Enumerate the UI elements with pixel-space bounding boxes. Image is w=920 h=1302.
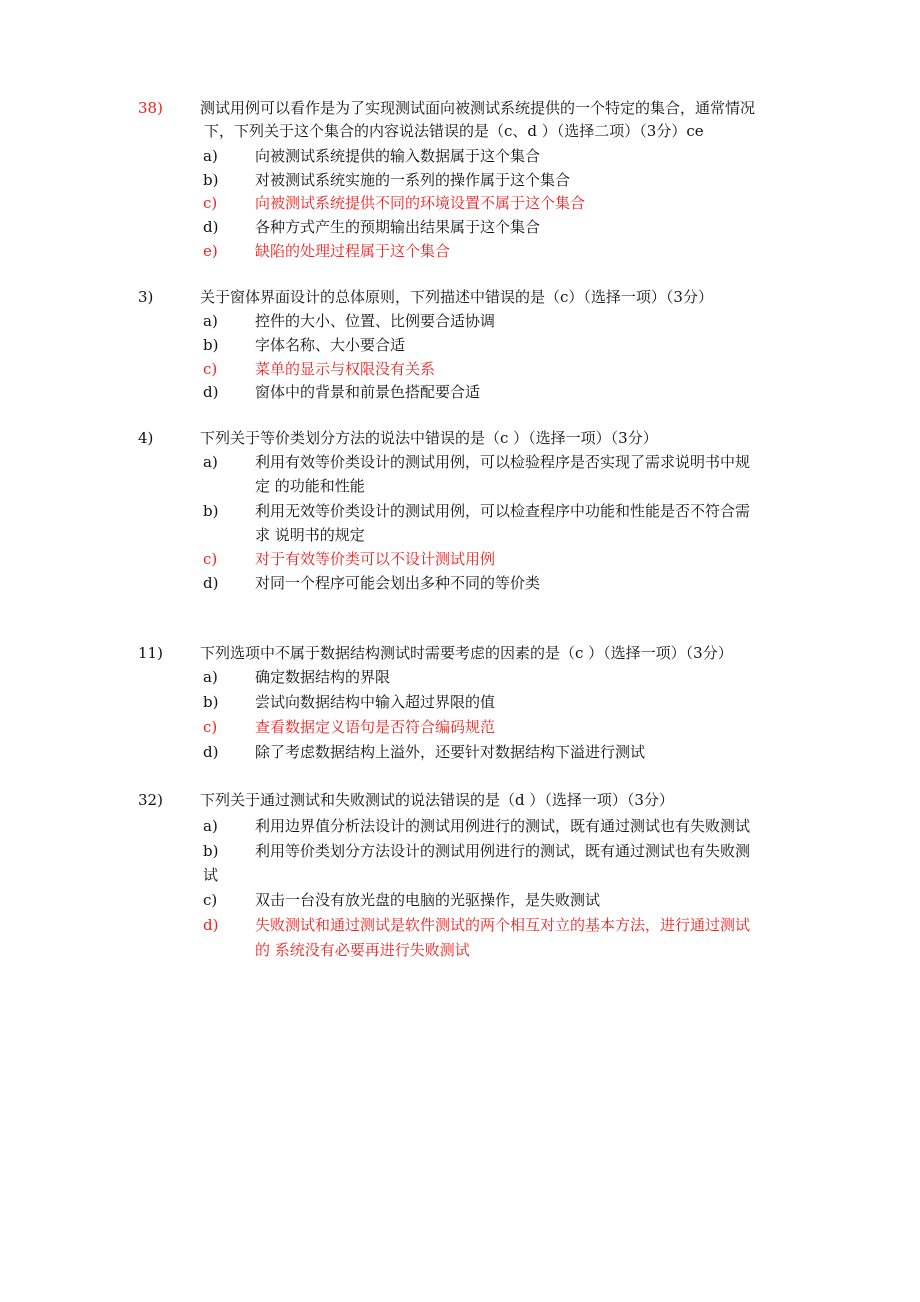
option-text: 各种方式产生的预期输出结果属于这个集合	[255, 218, 541, 236]
option-text: 利用无效等价类设计的测试用例，可以检查程序中功能和性能是否不符合需	[255, 502, 751, 520]
option-label: b)	[203, 336, 219, 354]
option-label: d)	[203, 574, 219, 592]
option-text-answer: 对于有效等价类可以不设计测试用例	[255, 550, 496, 568]
option-text-answer: 向被测试系统提供不同的环境设置不属于这个集合	[255, 194, 586, 212]
option-text: 试	[203, 866, 219, 884]
option-label: c)	[203, 891, 218, 909]
question-number: 32)	[138, 791, 163, 809]
option-label: a)	[203, 817, 218, 835]
option-label: d)	[203, 743, 219, 761]
option-label: c)	[203, 550, 218, 568]
option-label: c)	[203, 360, 218, 378]
option-text: 求 说明书的规定	[255, 526, 365, 544]
option-text-answer: 失败测试和通过测试是软件测试的两个相互对立的基本方法，进行通过测试	[255, 916, 751, 934]
option-label: a)	[203, 453, 218, 471]
option-label: a)	[203, 668, 218, 686]
option-text-answer: 菜单的显示与权限没有关系	[255, 360, 436, 378]
option-text: 尝试向数据结构中输入超过界限的值	[255, 693, 496, 711]
question-stem: 下列关于等价类划分方法的说法中错误的是（c ）（选择一项）（3分）	[200, 429, 658, 447]
question-stem: 下列关于通过测试和失败测试的说法错误的是（d ）（选择一项）（3分）	[200, 791, 674, 809]
option-label: b)	[203, 502, 219, 520]
question-number: 4)	[138, 429, 154, 447]
option-text: 字体名称、大小要合适	[255, 336, 406, 354]
question-number: 11)	[138, 644, 163, 662]
question-stem: 关于窗体界面设计的总体原则，下列描述中错误的是（c）（选择一项）（3分）	[200, 288, 713, 306]
option-label: d)	[203, 916, 219, 934]
option-label: c)	[203, 194, 218, 212]
option-label: a)	[203, 147, 218, 165]
option-text: 窗体中的背景和前景色搭配要合适	[255, 383, 481, 401]
option-label: b)	[203, 693, 219, 711]
option-text-answer: 的 系统没有必要再进行失败测试	[255, 941, 470, 959]
option-label: d)	[203, 383, 219, 401]
option-text-answer: 查看数据定义语句是否符合编码规范	[255, 718, 496, 736]
question-stem: 测试用例可以看作是为了实现测试面向被测试系统提供的一个特定的集合，通常情况	[200, 99, 756, 117]
option-text: 定 的功能和性能	[255, 477, 365, 495]
question-number: 3)	[138, 288, 154, 306]
question-stem: 下列选项中不属于数据结构测试时需要考虑的因素的是（c ）（选择一项）（3分）	[200, 644, 733, 662]
option-text-answer: 缺陷的处理过程属于这个集合	[255, 242, 451, 260]
option-text: 对被测试系统实施的一系列的操作属于这个集合	[255, 171, 571, 189]
question-stem: 下，下列关于这个集合的内容说法错误的是（c、d ）（选择二项）（3分）ce	[204, 122, 704, 140]
option-text: 双击一台没有放光盘的电脑的光驱操作，是失败测试	[255, 891, 601, 909]
option-label: a)	[203, 312, 218, 330]
option-text: 利用边界值分析法设计的测试用例进行的测试，既有通过测试也有失败测试	[255, 817, 751, 835]
option-label: c)	[203, 718, 218, 736]
question-number: 38)	[138, 99, 163, 117]
option-text: 对同一个程序可能会划出多种不同的等价类	[255, 574, 541, 592]
option-text: 确定数据结构的界限	[255, 668, 391, 686]
option-text: 利用等价类划分方法设计的测试用例进行的测试，既有通过测试也有失败测	[255, 842, 751, 860]
option-text: 控件的大小、位置、比例要合适协调	[255, 312, 496, 330]
option-label: b)	[203, 842, 219, 860]
option-text: 向被测试系统提供的输入数据属于这个集合	[255, 147, 541, 165]
option-label: b)	[203, 171, 219, 189]
option-label: d)	[203, 218, 219, 236]
option-text: 利用有效等价类设计的测试用例，可以检验程序是否实现了需求说明书中规	[255, 453, 751, 471]
option-text: 除了考虑数据结构上溢外，还要针对数据结构下溢进行测试	[255, 743, 646, 761]
option-label: e)	[203, 242, 218, 260]
